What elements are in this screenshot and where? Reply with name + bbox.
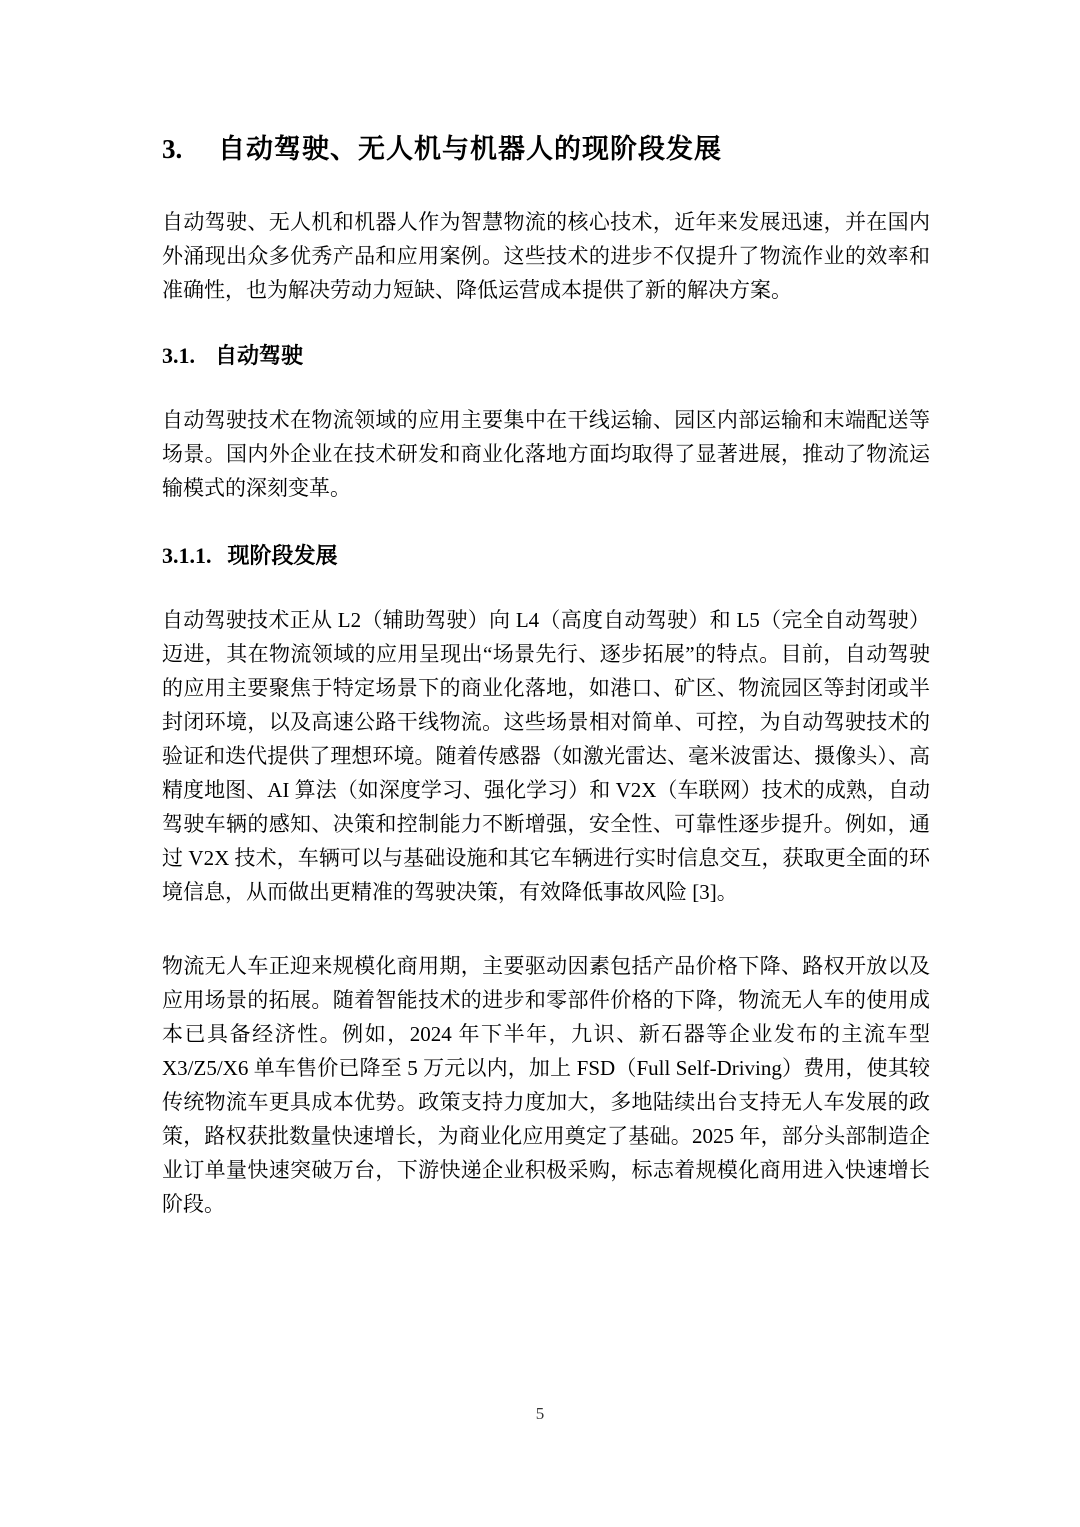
section-heading: [162, 133, 930, 166]
intro-paragraph: 自动驾驶、无人机和机器人作为智慧物流的核心技术，近年来发展迅速，并在国内外涌现出众多优秀产品和应用案例。这些技术的进步不仅提升了物流作业的效率和准确性，也为解决劳动力短缺、降低运营成本提供了新的解决方案。: [162, 210, 930, 302]
section-heading-title: 自动驾驶、无人机与机器人的现阶段发展: [218, 134, 722, 164]
subsection-heading-number: 3.1.: [162, 343, 195, 368]
page-number: 5: [535, 1404, 545, 1423]
commercialization-paragraph: 物流无人车正迎来规模化商用期，主要驱动因素包括产品价格下降、路权开放以及应用场景的拓展。随着智能技术的进步和零部件价格的下降，物流无人车的使用成本已具备经济性。例如，2024 年下半年，九识、新石器等企业发布的主流车型 X3/Z5/X6 单车售价已降至 5 万元以内，加上 FSD（Full Self-Driving）费用，使其较传统物流车更具成本优势。政策支持力度加大，多地陆续出台支持无人车发展的政策，路权获批数量快速增长，为商业化应用奠定了基础。2025 年，部分头部制造企业订单量快速突破万台，下游快递企业积极采购，标志着规模化商用进入快速增长阶段。: [162, 954, 930, 1216]
subsubsection-heading: [162, 543, 930, 569]
section-heading-number: 3.: [162, 134, 183, 164]
subsubsection-heading-title: 现阶段发展: [227, 543, 338, 568]
subsection-heading-title: 自动驾驶: [215, 343, 304, 368]
section-overview-paragraph: 自动驾驶技术在物流领域的应用主要集中在干线运输、园区内部运输和末端配送等场景。国内外企业在技术研发和商业化落地方面均取得了显著进展，推动了物流运输模式的深刻变革。: [162, 408, 930, 500]
subsection-heading: [162, 343, 930, 369]
development-paragraph: 自动驾驶技术正从 L2（辅助驾驶）向 L4（高度自动驾驶）和 L5（完全自动驾驶）迈进，其在物流领域的应用呈现出“场景先行、逐步拓展”的特点。目前，自动驾驶的应用主要聚焦于特定场景下的商业化落地，如港口、矿区、物流园区等封闭或半封闭环境，以及高速公路干线物流。这些场景相对简单、可控，为自动驾驶技术的验证和迭代提供了理想环境。随着传感器（如激光雷达、毫米波雷达、摄像头）、高精度地图、AI 算法（如深度学习、强化学习）和 V2X（车联网）技术的成熟，自动驾驶车辆的感知、决策和控制能力不断增强，安全性、可靠性逐步提升。例如，通过 V2X 技术，车辆可以与基础设施和其它车辆进行实时信息交互，获取更全面的环境信息，从而做出更精准的驾驶决策，有效降低事故风险 [3]。: [162, 608, 930, 904]
subsubsection-heading-number: 3.1.1.: [162, 543, 212, 568]
